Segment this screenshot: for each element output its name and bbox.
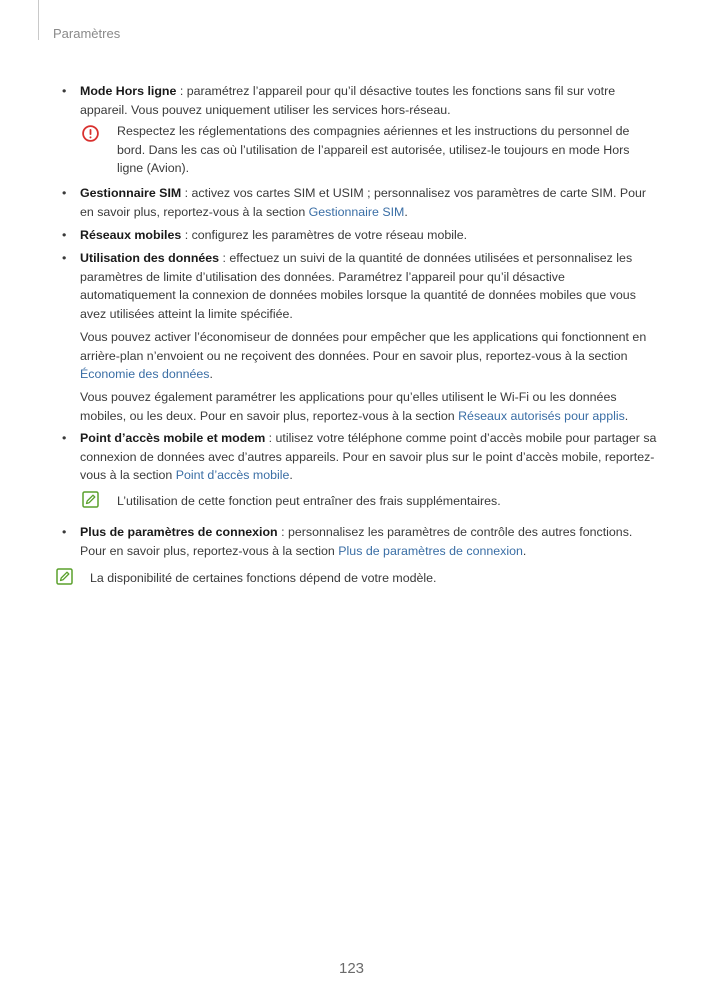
term: Gestionnaire SIM bbox=[80, 186, 182, 200]
punctuation: . bbox=[209, 367, 213, 382]
bullet-dot: • bbox=[62, 525, 67, 539]
bullet-dot: • bbox=[62, 84, 67, 98]
link-economie-donnees[interactable]: Économie des données bbox=[80, 367, 210, 382]
bullet-dot: • bbox=[62, 186, 67, 200]
bullet-plus-parametres bbox=[62, 523, 658, 560]
caution-icon bbox=[82, 125, 99, 142]
link-reseaux-autorises[interactable]: Réseaux autorisés pour applis bbox=[458, 408, 625, 423]
page-number: 123 bbox=[338, 960, 365, 977]
punctuation: . bbox=[624, 408, 629, 423]
term: Plus de paramètres de connexion bbox=[80, 525, 278, 539]
header-title: Paramètres bbox=[53, 26, 121, 41]
bullet-reseaux-mobiles bbox=[62, 226, 658, 245]
punctuation: . bbox=[289, 468, 293, 483]
bullet-point-acces-mobile bbox=[62, 429, 658, 485]
bullet-mode-hors-ligne bbox=[62, 82, 658, 119]
bullet-dot: • bbox=[62, 431, 67, 445]
punctuation: . bbox=[522, 543, 527, 558]
punctuation: . bbox=[404, 204, 408, 219]
link-gestionnaire-sim[interactable]: Gestionnaire SIM bbox=[308, 204, 405, 219]
paragraph: Vous pouvez activer l’économiseur de données pour empêcher que les applications qui fonctionnent en arrière-plan n’envoient ou ne reçoivent des données. Pour en savoir plus, reportez-vous à la section bbox=[80, 329, 647, 363]
link-plus-parametres[interactable]: Plus de paramètres de connexion bbox=[338, 543, 523, 558]
term: Utilisation des données bbox=[80, 251, 220, 265]
note-icon bbox=[56, 568, 73, 585]
term: Point d’accès mobile et modem bbox=[80, 431, 266, 445]
note-icon bbox=[82, 491, 99, 508]
term: Mode Hors ligne bbox=[80, 84, 177, 98]
bullet-dot: • bbox=[62, 228, 67, 242]
link-point-acces-mobile[interactable]: Point d’accès mobile bbox=[175, 468, 290, 483]
description: : personnalisez les paramètres de contrôle des autres fonctions. Pour en savoir plus, reportez-vous à la section bbox=[80, 525, 633, 558]
header-rule bbox=[38, 0, 39, 40]
description: : effectuez un suivi de la quantité de données utilisées et personnalisez les paramètres de limite d’utilisation des données. Paramétrez l’appareil pour qu’il désactive automatiquement la connexion de données mobiles lorsque la quantité de données mobiles que vous avez utilisées atteint la limite spécifiée. bbox=[80, 251, 636, 322]
term: Réseaux mobiles bbox=[80, 228, 182, 242]
description: : configurez les paramètres de votre réseau mobile. bbox=[181, 228, 468, 242]
description: : utilisez votre téléphone comme point d’accès mobile pour partager sa connexion de données avec d’autres appareils. Pour en savoir plus sur le point d’accès mobile, reportez-vous à la section bbox=[80, 431, 657, 483]
description: : activez vos cartes SIM et USIM ; personnalisez vos paramètres de carte SIM. Pour en savoir plus, reportez-vous à la section bbox=[80, 186, 647, 219]
bullet-utilisation-donnees bbox=[62, 249, 658, 425]
bullet-dot: • bbox=[62, 251, 67, 265]
note-text: L’utilisation de cette fonction peut entraîner des frais supplémentaires. bbox=[117, 494, 501, 508]
bullet-gestionnaire-sim bbox=[62, 184, 658, 221]
caution-text: Respectez les réglementations des compagnies aériennes et les instructions du personnel de bord. Dans les cas où l’utilisation de l’appareil est autorisée, utilisez-le toujours en mode Hors ligne (Avion). bbox=[117, 124, 630, 176]
description: : paramétrez l’appareil pour qu’il désactive toutes les fonctions sans fil sur votre appareil. Vous pouvez uniquement utiliser les services hors-réseau. bbox=[80, 84, 616, 117]
note-text: La disponibilité de certaines fonctions dépend de votre modèle. bbox=[90, 571, 437, 585]
paragraph: Vous pouvez également paramétrer les applications pour qu’elles utilisent le Wi-Fi ou les données mobiles, ou les deux. Pour en savoir plus, reportez-vous à la section bbox=[80, 389, 617, 423]
